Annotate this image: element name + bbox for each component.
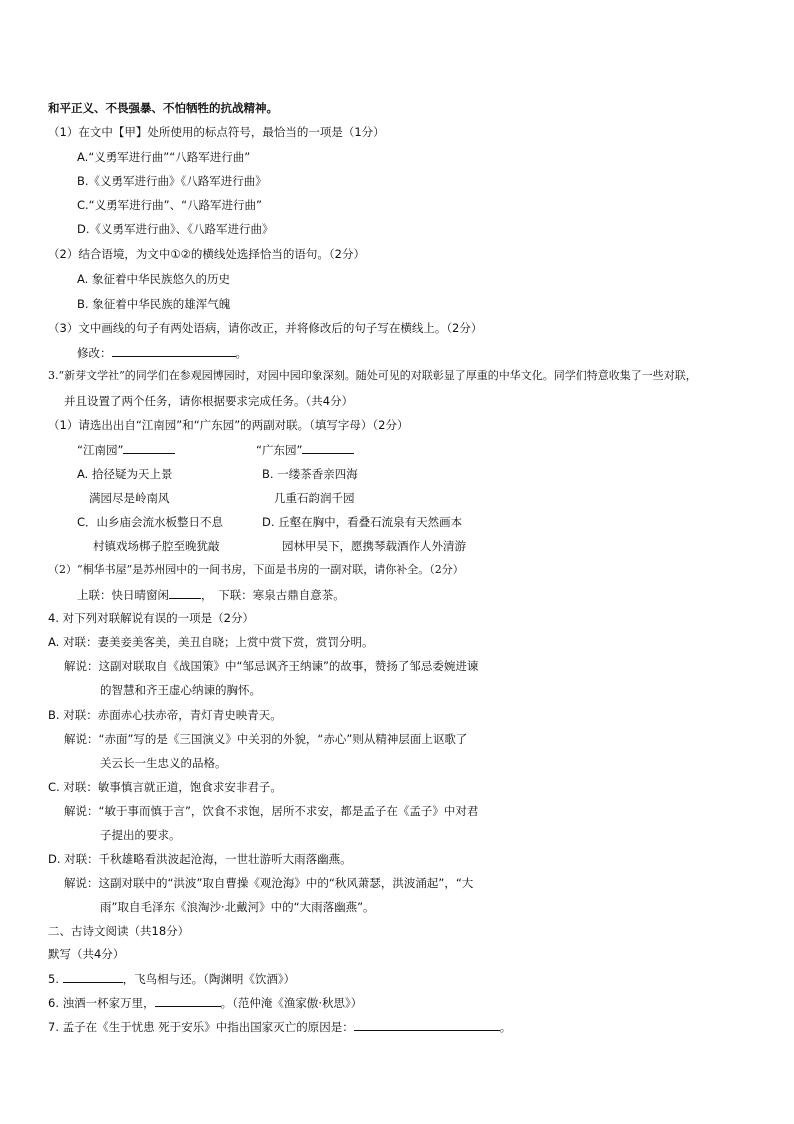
question-text: 6. 浊酒一杯家万里， [48, 996, 155, 1010]
option-c-couplet: C. 对联：敏事慎言就正道，饱食求安非君子。 [48, 780, 282, 794]
task-1-stem: （1）请选出出自“江南园”和“广东园”的两副对联。（填写字母）（2分） [48, 418, 409, 432]
answer-blank[interactable] [123, 441, 175, 454]
jiangnan-label: “江南园” [77, 443, 124, 457]
period: 。 [499, 1020, 512, 1034]
couplet-a-lower: 满园尽是岭南风 [89, 491, 170, 505]
upper-couplet: 上联：快日晴窗闲 [77, 588, 169, 602]
option-c-explain-cont: 子提出的要求。 [100, 828, 181, 842]
question-text: 7. 孟子在《生于忧患 死于安乐》中指出国家灭亡的原因是： [48, 1020, 354, 1034]
revision-line [77, 344, 247, 361]
option-a: A. 象征着中华民族悠久的历史 [77, 272, 230, 286]
guangdong-label: “广东园” [256, 443, 303, 457]
option-d-explain-cont: 雨”取自毛泽东《浪淘沙·北戴河》中的“大雨落幽燕”。 [100, 900, 375, 914]
question-source: 。（范仲淹《渔家傲·秋思》） [220, 996, 363, 1010]
couplet-b-upper: B. 一缕茶香亲四海 [262, 467, 358, 481]
option-d-couplet: D. 对联：千秋雄略看洪波起沧海，一世壮游听大雨落幽燕。 [48, 852, 352, 866]
couplet-fill-line [77, 586, 345, 603]
option-a: A.“义勇军进行曲”“八路军进行曲” [77, 150, 251, 164]
option-d-explain: 解说：这副对联中的“洪波”取自曹操《观沧海》中的“秋风萧瑟，洪波涌起”，“大 [64, 876, 474, 890]
answer-blank[interactable] [302, 441, 354, 454]
question-5 [48, 970, 295, 987]
question-4-stem: 4. 对下列对联解说有误的一项是（2分） [48, 611, 254, 625]
option-d: D.《义勇军进行曲》、《八路军进行曲》 [77, 222, 274, 236]
question-3-intro-cont: 并且设置了两个任务，请你根据要求完成任务。（共4分） [64, 394, 354, 408]
period: 。 [235, 346, 247, 360]
answer-blank[interactable] [63, 970, 123, 983]
question-2-stem: （2）结合语境，为文中①②的横线处选择恰当的语句。（2分） [48, 247, 365, 261]
couplet-d-lower: 园林甲吴下，愿携琴载酒作人外清游 [282, 539, 466, 553]
couplet-c-upper: C．山乡庙会流水板整日不息 [77, 515, 224, 529]
jiangnan-answer [77, 441, 175, 458]
subsection-heading: 默写（共4分） [48, 947, 125, 961]
question-7 [48, 1018, 511, 1035]
text-line: 和平正义、不畏强暴、不怕牺牲的抗战精神。 [48, 101, 278, 115]
question-text: ，飞鸟相与还。（陶渊明《饮酒》） [122, 972, 296, 986]
option-a-explain: 解说：这副对联取自《战国策》中“邹忌讽齐王纳谏”的故事，赞扬了邹忌委婉进谏 [64, 659, 479, 673]
option-a-explain-cont: 的智慧和齐王虚心纳谏的胸怀。 [100, 683, 261, 697]
couplet-b-lower: 几重石韵润千园 [274, 491, 355, 505]
option-b: B. 象征着中华民族的雄浑气魄 [77, 297, 231, 311]
option-b-couplet: B. 对联：赤面赤心扶赤帝，青灯青史映青天。 [48, 708, 282, 722]
section-heading: 二、古诗文阅读（共18分） [48, 924, 190, 938]
guangdong-answer [256, 441, 354, 458]
revision-label: 修改： [77, 346, 112, 360]
option-b-explain: 解说：“赤面”写的是《三国演义》中关羽的外貌，“赤心”则从精神层面上讴歌了 [64, 732, 468, 746]
task-2-stem: （2）“桐华书屋”是苏州园中的一间书房，下面是书房的一副对联，请你补全。（2分） [48, 563, 464, 576]
question-6 [48, 994, 362, 1011]
option-b-explain-cont: 关云长一生忠义的品格。 [100, 756, 227, 770]
answer-blank[interactable] [155, 994, 221, 1007]
lower-couplet: ， 下联：寒泉古鼎自意茶。 [201, 588, 345, 602]
question-number: 5. [48, 972, 59, 986]
option-a-couplet: A. 对联：妻美妾美客美，美丑自晓；上赏中赏下赏，赏罚分明。 [48, 635, 374, 649]
answer-blank[interactable] [169, 586, 201, 599]
option-b: B.《义勇军进行曲》《八路军进行曲》 [77, 174, 267, 188]
answer-blank[interactable] [112, 344, 236, 357]
answer-blank[interactable] [354, 1018, 500, 1031]
option-c-explain: 解说：“敏于事而慎于言”，饮食不求饱，居所不求安，都是孟子在《孟子》中对君 [64, 804, 479, 818]
question-3-intro: 3.“新芽文学社”的同学们在参观园博园时，对园中园印象深刻。随处可见的对联彰显了厚重的中华文化。同学们特意收集了一些对联， [48, 369, 697, 382]
question-1-stem: （1）在文中【甲】处所使用的标点符号，最恰当的一项是（1分） [48, 125, 385, 139]
couplet-a-upper: A. 拾径疑为天上景 [77, 467, 173, 481]
option-c: C.“义勇军进行曲”、“八路军进行曲” [77, 198, 263, 212]
couplet-c-lower: 村镇戏场梆子腔至晚犹敲 [93, 539, 220, 553]
question-3-stem: （3）文中画线的句子有两处语病，请你改正，并将修改后的句子写在横线上。（2分） [48, 321, 483, 335]
couplet-d-upper: D. 丘壑在胸中，看叠石流泉有天然画本 [262, 515, 463, 529]
